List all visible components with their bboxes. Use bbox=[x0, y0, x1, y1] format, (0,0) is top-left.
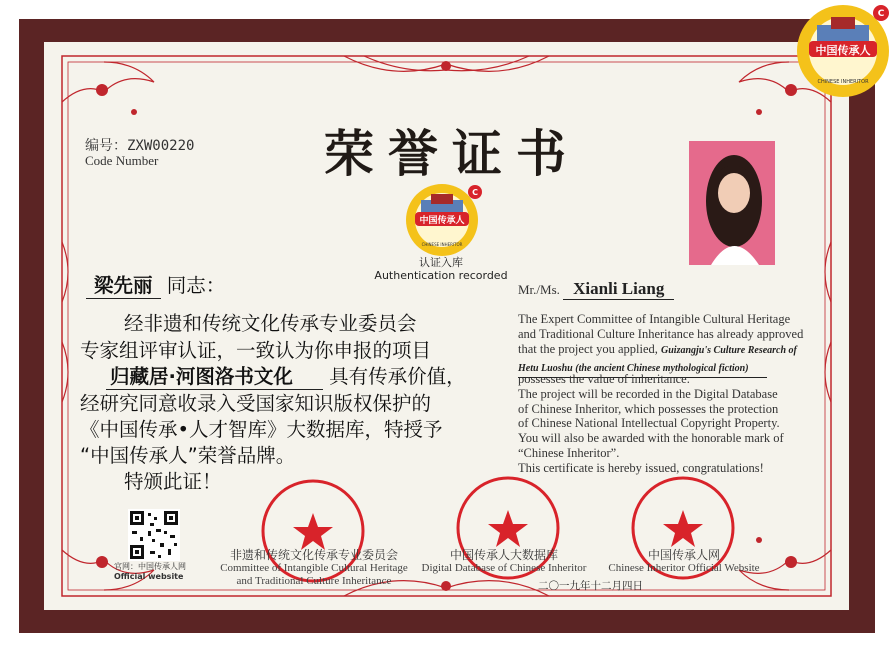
project-name-zh: 归藏居·河图洛书文化 bbox=[106, 365, 323, 390]
recipient-photo bbox=[689, 141, 775, 265]
issuer-committee-en1: Committee of Intangible Cultural Heritage bbox=[220, 562, 408, 574]
authentication-label bbox=[366, 256, 516, 282]
recipient-line-zh bbox=[86, 274, 225, 299]
issuer-database-zh: 中国传承人大数据库 bbox=[449, 548, 558, 562]
issuer-database-en: Digital Database of Chinese Inheritor bbox=[421, 562, 587, 574]
auth-zh: 认证入库 bbox=[419, 256, 463, 269]
website-en: Official website bbox=[114, 572, 184, 581]
website-zh: 官网：中国传承人网 bbox=[114, 562, 186, 571]
issuer-website bbox=[599, 549, 769, 575]
code-number-zh: 编号：ZXW00220 bbox=[85, 138, 195, 154]
badge-c: C bbox=[472, 188, 478, 197]
body-zh-line7: 特颁此证！ bbox=[124, 470, 222, 493]
certificate-title: 荣誉证书 bbox=[324, 124, 580, 183]
body-en-l3-text: that the project you applied, bbox=[518, 342, 658, 356]
body-zh-line5: 《中国传承•人才智库》大数据库，特授予 bbox=[80, 418, 443, 441]
project-name-en-2: Hetu Luoshu (the ancient Chinese mythological fiction) bbox=[518, 363, 749, 374]
auth-en: Authentication recorded bbox=[374, 269, 508, 282]
issue-date: 二〇一九年十二月四日 bbox=[538, 580, 643, 592]
body-en-l6: of Chinese Inheritor, which possesses the protection bbox=[518, 402, 779, 416]
comrade-label: 同志： bbox=[166, 274, 226, 297]
badge-ring-en: CHINESE INHERITOR bbox=[421, 242, 463, 247]
code-number-en: Code Number bbox=[85, 153, 159, 168]
body-zh-line4: 经研究同意收录入受国家知识版权保护的 bbox=[80, 392, 432, 415]
body-en-l1: The Expert Committee of Intangible Cultural Heritage bbox=[518, 312, 791, 326]
recipient-name-en: Xianli Liang bbox=[563, 279, 674, 300]
body-en-l5: The project will be recorded in the Digital Database bbox=[518, 387, 778, 401]
mr-label: Mr./Ms. bbox=[518, 282, 560, 297]
recipient-line-en bbox=[518, 279, 674, 300]
issuer-committee bbox=[214, 549, 414, 588]
corner-inheritor-badge-icon bbox=[795, 3, 891, 99]
body-en-l9: “Chinese Inheritor”. bbox=[518, 446, 620, 460]
body-zh-line2: 专家组评审认证，一致认为你申报的项目 bbox=[80, 339, 432, 362]
body-zh-line6: “中国传承人”荣誉品牌。 bbox=[80, 444, 296, 467]
body-en-l7: of Chinese National Intellectual Copyright Property. bbox=[518, 416, 780, 430]
corner-badge-c: C bbox=[877, 9, 885, 19]
issuer-website-en: Chinese Inheritor Official Website bbox=[608, 562, 760, 574]
issuer-committee-en2: and Traditional Culture Inheritance bbox=[236, 575, 392, 587]
issuer-database bbox=[419, 549, 589, 575]
body-en-l4: possesses the value of inheritance. bbox=[518, 372, 690, 386]
corner-badge-text: 中国传承人 bbox=[815, 44, 871, 57]
body-zh-line3 bbox=[106, 365, 466, 390]
issuer-website-zh: 中国传承人网 bbox=[647, 548, 720, 562]
official-website-label bbox=[114, 562, 186, 582]
body-zh-line3-suffix: 具有传承价值， bbox=[329, 365, 466, 388]
certificate-paper bbox=[44, 42, 849, 610]
body-en-l2: and Traditional Culture Inheritance has already approved bbox=[518, 327, 804, 341]
badge-text: 中国传承人 bbox=[419, 216, 465, 226]
body-en-l10: This certificate is hereby issued, congratulations! bbox=[518, 461, 764, 475]
recipient-name-zh: 梁先丽 bbox=[86, 274, 161, 299]
body-en-l3 bbox=[518, 342, 797, 359]
body-en-l8: You will also be awarded with the honorable mark of bbox=[518, 431, 784, 445]
corner-badge-ring: CHINESE INHERITOR bbox=[817, 79, 869, 85]
issuer-committee-zh: 非遗和传统文化传承专业委员会 bbox=[229, 548, 398, 562]
qr-code-icon bbox=[128, 509, 180, 561]
body-zh-line1: 经非遗和传统文化传承专业委员会 bbox=[124, 312, 417, 335]
inheritor-badge-icon bbox=[399, 182, 485, 258]
project-name-en-1: Guizangju's Culture Research of bbox=[661, 345, 797, 356]
